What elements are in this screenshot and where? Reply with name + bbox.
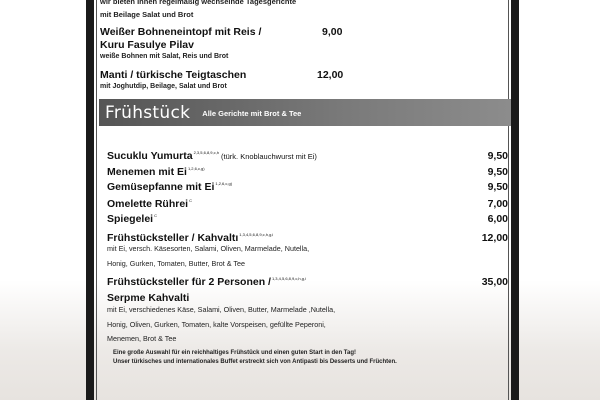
- desc-line: Honig, Oliven, Gurken, Tomaten, kalte Vorspeisen, gefüllte Peperoni,: [107, 319, 326, 329]
- footer-note: [113, 349, 397, 367]
- menu-item: [107, 198, 192, 211]
- item-name: Frühstücksteller für 2 Personen /: [107, 276, 271, 288]
- item-name: Omelette Rührei: [107, 198, 189, 210]
- footer-line: Unser türkisches und internationales Buffet erstreckt sich von Antipasti bis Desserts und Früchten.: [113, 359, 397, 365]
- item-allergens: C: [154, 213, 157, 218]
- dish-name-line1: Weißer Bohneneintopf mit Reis /: [100, 26, 262, 38]
- item-extra: (türk. Knoblauchwurst mit Ei): [218, 152, 317, 161]
- footer-line: Eine große Auswahl für ein reichhaltiges Frühstück und einen guten Start in den Tag!: [113, 350, 357, 356]
- item-name-line2: Serpme Kahvalti: [107, 292, 190, 304]
- item-price: 9,50: [487, 166, 508, 178]
- item-name: Spiegelei: [107, 213, 154, 225]
- dish-manti: [100, 69, 246, 91]
- dish-price: 9,00: [322, 26, 343, 38]
- item-name: Menemen mit Ei: [107, 166, 187, 178]
- item-name: Frühstücksteller / Kahvaltı: [107, 232, 239, 244]
- desc-line: mit Ei, versch. Käsesorten, Salami, Oliven, Marmelade, Nutella,: [107, 244, 310, 253]
- intro-line-1: wir bieten Ihnen regelmäßig wechselnde Tagesgerichte: [100, 0, 297, 6]
- desc-line: mit Ei, verschiedenes Käse, Salami, Oliven, Butter, Marmelade ,Nutella,: [107, 305, 336, 314]
- menu-item: [107, 181, 232, 194]
- item-price: 6,00: [487, 213, 508, 225]
- item-price: 9,50: [487, 150, 508, 162]
- item-price: 12,00: [481, 232, 508, 244]
- dish-desc: mit Joghutdip, Beilage, Salat und Brot: [100, 83, 227, 90]
- item-name: Gemüsepfanne mit Ei: [107, 181, 215, 193]
- menu-item: [107, 150, 317, 163]
- item-price: 9,50: [487, 181, 508, 193]
- dish-white-beans: [100, 26, 261, 61]
- menu-frame-left: [86, 0, 94, 400]
- dish-desc: weiße Bohnen mit Salat, Reis und Brot: [100, 53, 229, 60]
- intro-line-2: mit Beilage Salat und Brot: [100, 10, 194, 19]
- item-description: [107, 303, 335, 347]
- section-subtitle: Alle Gerichte mit Brot & Tee: [202, 109, 302, 118]
- dish-price: 12,00: [317, 69, 344, 81]
- item-allergens: C: [189, 198, 192, 203]
- item-price: 7,00: [487, 198, 508, 210]
- menu-frame-left-inner: [96, 0, 97, 400]
- item-allergens: 1,2,6,c,g): [215, 181, 233, 186]
- item-allergens: 1,2,6,c,g): [187, 166, 205, 171]
- item-name: Sucuklu Yumurta: [107, 150, 193, 162]
- item-allergens: 1,3,4,5,6,8,9,c,h,g,i: [239, 232, 274, 237]
- menu-frame-right-inner: [508, 0, 509, 400]
- section-banner: [99, 99, 511, 126]
- item-price: 35,00: [481, 276, 508, 288]
- item-description: [107, 242, 309, 271]
- item-allergens: 2,3,5,6,8,9,c,h: [193, 150, 219, 155]
- menu-item: [107, 166, 205, 179]
- menu-item: [107, 213, 157, 226]
- dish-name-line1: Manti / türkische Teigtaschen: [100, 69, 247, 81]
- desc-line: Menemen, Brot & Tee: [107, 334, 177, 343]
- dish-name-line2: Kuru Fasulye Pilav: [100, 39, 194, 51]
- platter-item: [107, 276, 306, 305]
- section-title: Frühstück: [105, 102, 191, 123]
- desc-line: Honig, Gurken, Tomaten, Butter, Brot & Tee: [107, 258, 245, 268]
- item-allergens: 1,3,4,5,6,8,9,c,h,g,i: [271, 276, 306, 281]
- menu-frame-right: [511, 0, 519, 400]
